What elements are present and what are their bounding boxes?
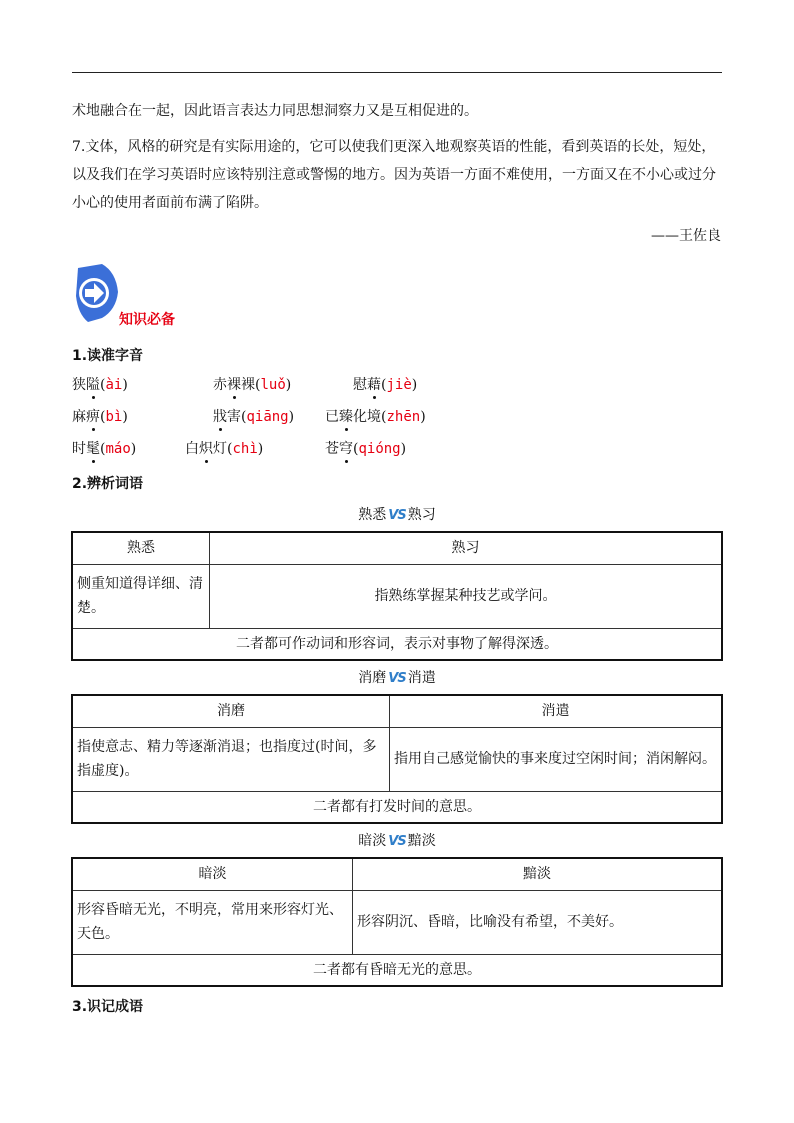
table-header: 消遣 xyxy=(390,695,723,727)
intro-line: 术地融合在一起，因此语言表达力同思想洞察力又是互相促进的。 xyxy=(72,103,478,119)
vs-icon: VS xyxy=(388,508,406,523)
table-cell: 指用自己感觉愉快的事来度过空闲时间；消闲解闷。 xyxy=(390,727,723,791)
pinyin-item: 戕害(qiāng) xyxy=(213,406,294,426)
pinyin-item: 狭隘(ài) xyxy=(72,374,128,394)
pinyin-item: 时髦(máo) xyxy=(72,438,136,458)
signature: ——王佐良 xyxy=(651,228,721,244)
pinyin-item: 麻痹(bì) xyxy=(72,406,128,426)
intro-item-7: 7.文体，风格的研究是有实际用途的，它可以使我们更深入地观察英语的性能，看到英语的长处，短处，以及我们在学习英语时应该特别注意或警惕的地方。因为英语一方面不难使用，一方面又在不小心或过分小心的使用者面前布满了陷阱。 xyxy=(72,139,716,211)
table-header: 黯淡 xyxy=(353,858,723,890)
heading-word-analysis: 2.辨析词语 xyxy=(72,476,144,492)
table-cell: 二者都有打发时间的意思。 xyxy=(72,791,722,823)
compare-table xyxy=(71,857,723,987)
compare-caption: 暗淡 VS 黯淡 xyxy=(358,833,436,849)
table-cell: 指熟练掌握某种技艺或学问。 xyxy=(210,564,723,628)
pinyin-item: 苍穹(qióng) xyxy=(325,438,406,458)
table-header: 熟悉 xyxy=(72,532,210,564)
section-title: 知识必备 xyxy=(119,312,175,328)
header-rule xyxy=(72,72,722,73)
pinyin-item: 赤裸裸(luǒ) xyxy=(213,374,291,394)
compare-table xyxy=(71,531,723,661)
table-cell: 二者都可作动词和形容词，表示对事物了解得深透。 xyxy=(72,628,722,660)
heading-idioms: 3.识记成语 xyxy=(72,999,144,1015)
pinyin-item: 已臻化境(zhēn) xyxy=(325,406,426,426)
table-cell: 形容阴沉、昏暗，比喻没有希望，不美好。 xyxy=(353,890,723,954)
table-header: 熟习 xyxy=(210,532,723,564)
table-cell: 侧重知道得详细、清楚。 xyxy=(72,564,210,628)
vs-icon: VS xyxy=(388,671,406,686)
table-cell: 指使意志、精力等逐渐消退；也指度过(时间，多指虚度)。 xyxy=(72,727,390,791)
pinyin-item: 白炽灯(chì) xyxy=(185,438,263,458)
arrow-right-icon xyxy=(72,262,120,324)
pinyin-item: 慰藉(jiè) xyxy=(353,374,417,394)
compare-caption: 熟悉 VS 熟习 xyxy=(358,507,436,523)
table-header: 消磨 xyxy=(72,695,390,727)
compare-table xyxy=(71,694,723,824)
table-cell: 二者都有昏暗无光的意思。 xyxy=(72,954,722,986)
table-cell: 形容昏暗无光，不明亮，常用来形容灯光、天色。 xyxy=(72,890,353,954)
table-header: 暗淡 xyxy=(72,858,353,890)
vs-icon: VS xyxy=(388,834,406,849)
heading-pronunciation: 1.读准字音 xyxy=(72,348,144,364)
compare-caption: 消磨 VS 消遣 xyxy=(358,670,436,686)
